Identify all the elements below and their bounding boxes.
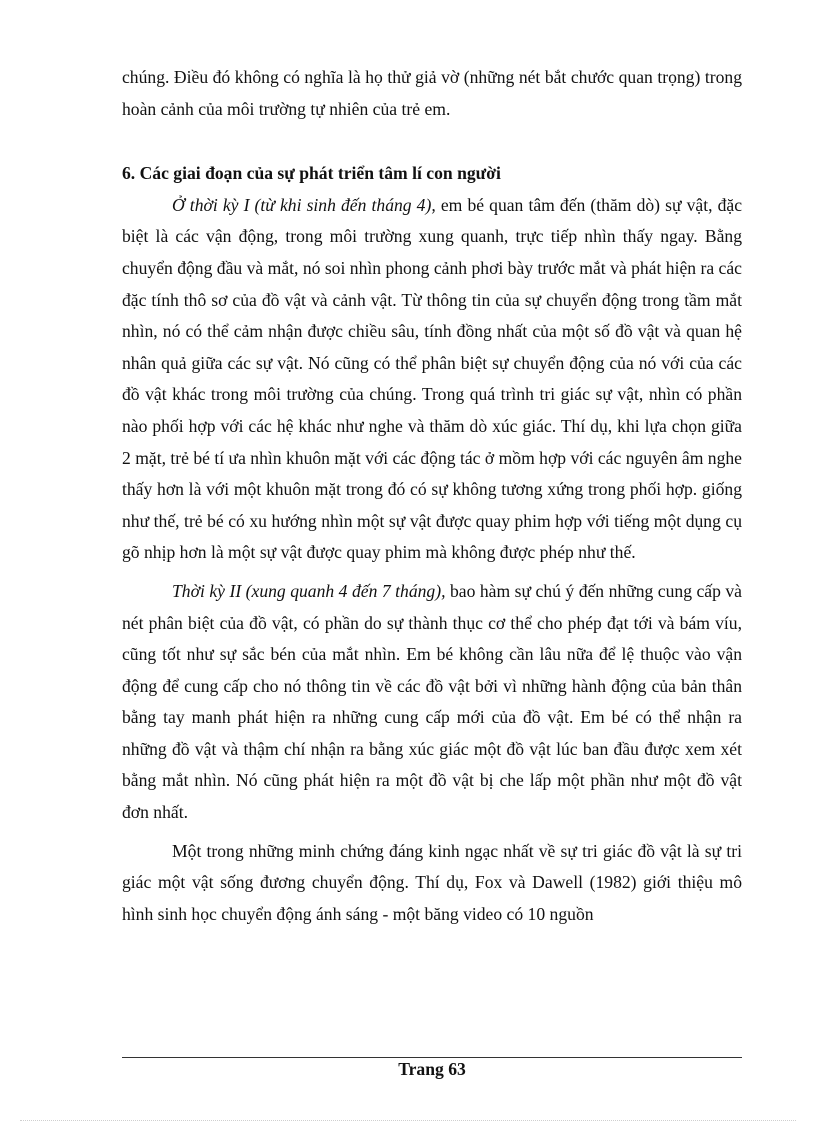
- paragraph-text: bao hàm sự chú ý đến những cung cấp và nét phân biệt của đồ vật, có phần do sự thành thục cơ thể cho phép đạt tới và bám víu, cũng tốt như sự sắc bén của mắt nhìn. Em bé không cần lâu nữa để lệ thuộc vào vận động để cung cấp cho nó thông tin về các đồ vật bởi vì những hành động của bản thân bằng tay manh phát hiện ra những cung cấp mới của đồ vật. Em bé có thể nhận ra những đồ vật và thậm chí nhận ra bằng xúc giác một đồ vật lúc ban đầu được xem xét bằng mắt nhìn. Nó cũng phát hiện ra một đồ vật bị che lấp một phần như một đồ vật đơn nhất.: [122, 580, 742, 823]
- section-heading: 6. Các giai đoạn của sự phát triển tâm lí con người: [122, 163, 501, 184]
- paragraph-object-perception: [122, 836, 742, 931]
- paragraph-period-1: [122, 190, 742, 569]
- intro-paragraph: chúng. Điều đó không có nghĩa là họ thử giả vờ (những nét bắt chước quan trọng) trong hoàn cảnh của môi trường tự nhiên của trẻ em.: [122, 67, 742, 119]
- page-number: Trang 63: [398, 1059, 466, 1079]
- document-body: [122, 62, 742, 930]
- paragraph-lead: Thời kỳ II (xung quanh 4 đến 7 tháng),: [172, 580, 446, 601]
- paragraph-lead: Ở thời kỳ I (từ khi sinh đến tháng 4),: [172, 194, 436, 215]
- paragraph-period-2: [122, 576, 742, 829]
- paragraph-text: em bé quan tâm đến (thăm dò) sự vật, đặc biệt là các vận động, trong môi trường xung quanh, trực tiếp nhìn thấy ngay. Bằng chuyển động đầu và mắt, nó soi nhìn phong cảnh phơi bày trước mắt và phát hiện ra các đặc tính thô sơ của đồ vật và cảnh vật. Từ thông tin của sự chuyển động trong tầm mắt nhìn, nó có thể cảm nhận được chiều sâu, tính đồng nhất của một số đồ vật và quan hệ nhân quả giữa các sự vật. Nó cũng có thể phân biệt sự chuyển động của nó với của các đồ vật khác trong môi trường của chúng. Trong quá trình tri giác sự vật, nhìn có phần nào phối hợp với các hệ khác như nghe và thăm dò xúc giác. Thí dụ, khi lựa chọn giữa 2 mặt, trẻ bé tí ưa nhìn khuôn mặt với các động tác ở mồm hợp với các nguyên âm nghe thấy hơn là với một khuôn mặt trong đó có sự không tương xứng trong phối hợp. giống như thế, trẻ bé có xu hướng nhìn một sự vật được quay phim hợp với tiếng một dụng cụ gõ nhịp hơn là một sự vật được quay phim mà không được phép như thế.: [122, 194, 743, 563]
- page-bottom-dotted-line: [20, 1120, 796, 1121]
- paragraph-text: Một trong những minh chứng đáng kinh ngạc nhất về sự tri giác đồ vật là sự tri giác một vật sống đương chuyển động. Thí dụ, Fox và Dawell (1982) giới thiệu mô hình sinh học chuyển động ánh sáng - một băng video có 10 nguồn: [122, 840, 742, 924]
